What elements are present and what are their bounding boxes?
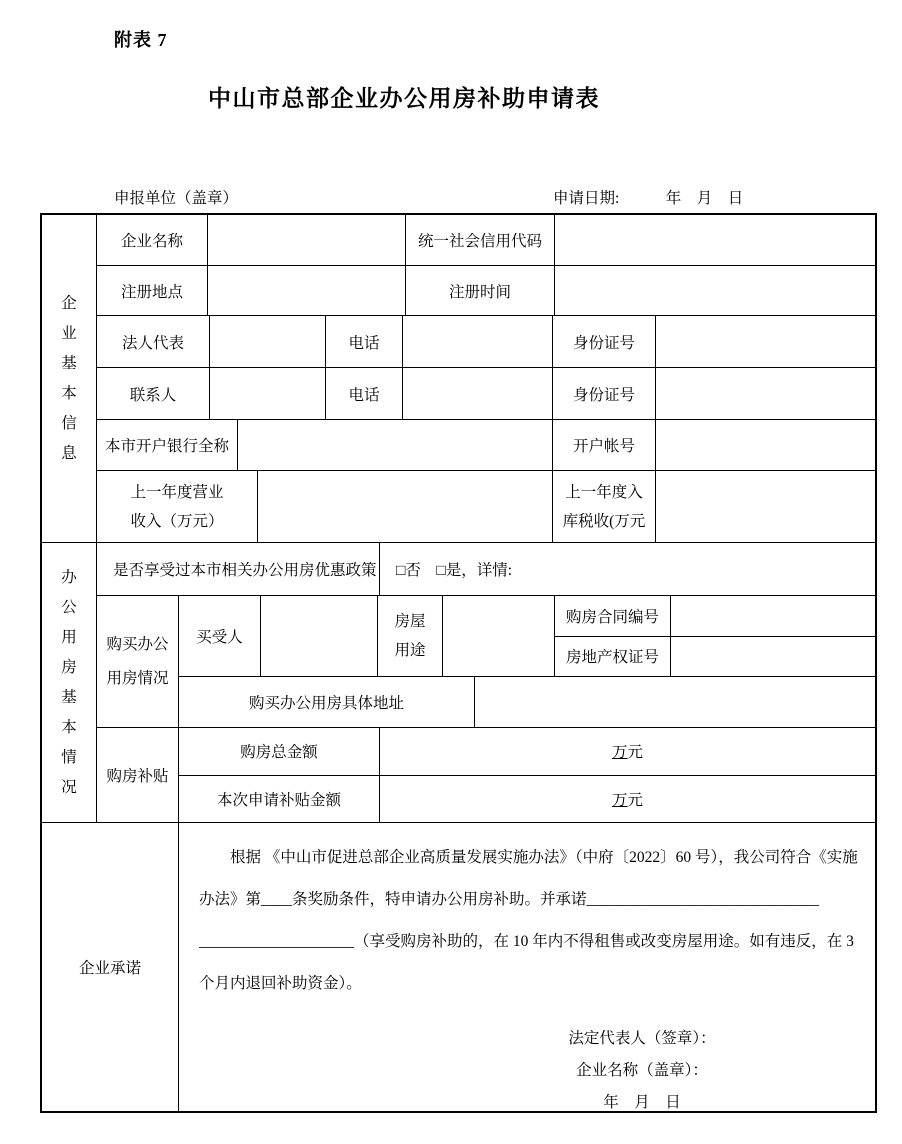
apply-amount-label: 本次申请补贴金额: [216, 791, 341, 809]
contract-cert-group: [554, 596, 875, 676]
tax-field[interactable]: [655, 471, 875, 542]
policy-question-label: 是否享受过本市相关办公用房优惠政策: [113, 562, 377, 579]
purchase-situation-label: 购买办公用房情况: [97, 596, 179, 727]
declare-unit-label: 申报单位（盖章）: [114, 190, 239, 207]
contact-phone-field[interactable]: [402, 368, 552, 419]
commitment-line: ____________________（享受购房补助的，在 10 年内不得租售或改变房屋用途。如有违反，在 3: [199, 933, 854, 950]
commitment-line: 根据 《中山市促进总部企业高质量发展实施办法》（中府〔2022〕60 号），我公司符合《实施: [230, 849, 858, 866]
section-basic-info: [42, 215, 875, 542]
commitment-content: [179, 823, 875, 1111]
address-label: 购买办公用房具体地址: [248, 695, 404, 712]
page-title: 中山市总部企业办公用房补助申请表: [208, 86, 600, 111]
legal-rep-phone-field[interactable]: [402, 316, 552, 367]
contact-phone-label: 电话: [325, 368, 402, 419]
contact-id-label: 身份证号: [552, 368, 655, 419]
commitment-line: 办法》第____条奖励条件，特申请办公用房补助。并承诺______________________________: [199, 891, 820, 908]
bank-account-label: 开户帐号: [552, 420, 655, 470]
total-amount-field[interactable]: [379, 728, 875, 775]
apply-amount-unit: 万元: [611, 791, 644, 809]
contract-no-label: 购房合同编号: [565, 608, 659, 626]
contact-field[interactable]: [209, 368, 325, 419]
total-amount-label: 购房总金额: [240, 744, 318, 762]
sign-legal-rep-label: 法定代表人（签章）：: [568, 1030, 716, 1047]
sign-date-label: 年 月 日: [603, 1094, 681, 1111]
section-office-housing: [42, 542, 875, 822]
commitment-line: 个月内退回补助资金）。: [199, 975, 362, 992]
house-use-label: 房屋 用途: [377, 596, 442, 676]
company-name-field[interactable]: [207, 215, 405, 265]
sign-company-label: 企业名称（盖章）：: [576, 1062, 708, 1079]
reg-time-field[interactable]: [554, 266, 875, 315]
application-table: [40, 213, 877, 1113]
commitment-label: 企业承诺: [42, 823, 179, 1111]
address-field[interactable]: [474, 677, 875, 727]
contact-id-field[interactable]: [655, 368, 875, 419]
buyer-field[interactable]: [260, 596, 377, 676]
legal-rep-label: 法人代表: [121, 334, 184, 352]
legal-rep-id-field[interactable]: [655, 316, 875, 367]
tax-label: 上一年度入 库税收(万元: [552, 471, 655, 542]
legal-rep-id-label: 身份证号: [552, 316, 655, 367]
form-number: 附表 7: [114, 30, 168, 50]
bank-name-field[interactable]: [237, 420, 552, 470]
bank-name-label: 本市开户银行全称: [104, 438, 229, 455]
policy-choice-field[interactable]: □否 □是，详情:: [379, 543, 875, 595]
house-use-field[interactable]: [442, 596, 554, 676]
commitment-paragraph: [179, 823, 875, 1005]
subsidy-label: 购房补贴: [97, 728, 179, 822]
contract-no-field[interactable]: [670, 596, 875, 636]
legal-rep-field[interactable]: [209, 316, 325, 367]
property-cert-label: 房地产权证号: [565, 649, 659, 667]
signature-block: [512, 1023, 772, 1111]
buyer-label: 买受人: [196, 629, 243, 646]
apply-amount-field[interactable]: [379, 776, 875, 823]
bank-account-field[interactable]: [655, 420, 875, 470]
section-commitment: [42, 822, 875, 1111]
company-name-label: 企业名称: [120, 233, 183, 250]
contact-label: 联系人: [129, 386, 177, 404]
legal-rep-phone-label: 电话: [325, 316, 402, 367]
total-amount-unit: 万元: [611, 744, 644, 762]
reg-place-label: 注册地点: [120, 283, 183, 301]
reg-time-label: 注册时间: [405, 266, 554, 315]
reg-place-field[interactable]: [207, 266, 405, 315]
revenue-field[interactable]: [257, 471, 552, 542]
apply-date-label: 申请日期: 年 月 日: [553, 190, 744, 207]
credit-code-label: 统一社会信用代码: [405, 215, 554, 265]
revenue-label: 上一年度营业 收入（万元）: [130, 483, 224, 530]
property-cert-field[interactable]: [670, 637, 875, 677]
section-basic-info-label: 企业基本信息: [42, 215, 97, 542]
credit-code-field[interactable]: [554, 215, 875, 265]
section-office-housing-label: 办公用房基本情况: [42, 543, 97, 822]
